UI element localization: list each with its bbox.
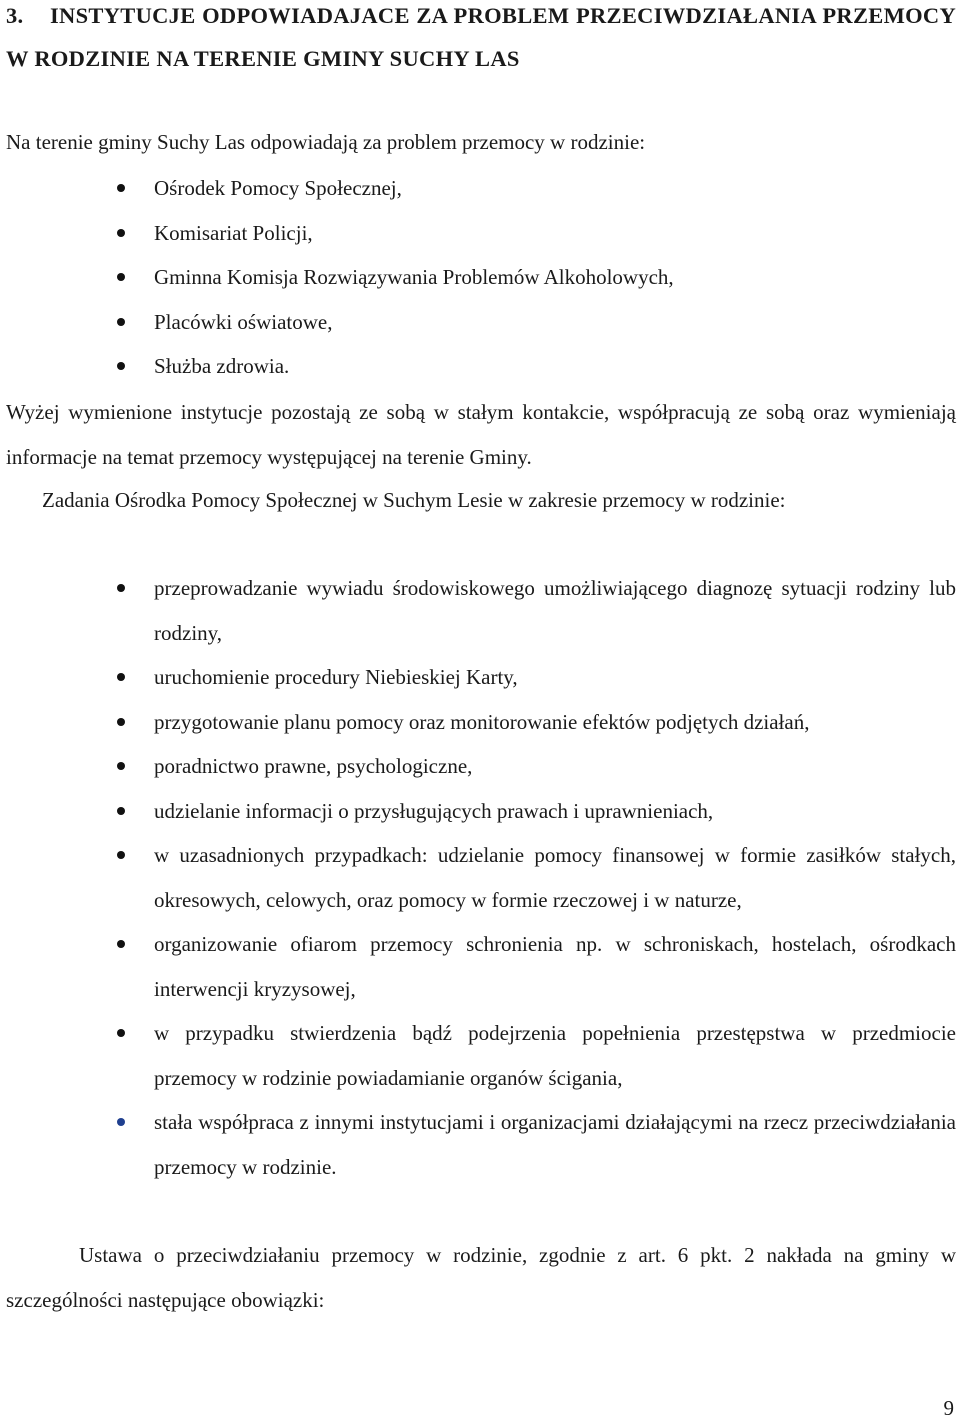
bullet-icon xyxy=(117,762,125,770)
list-item xyxy=(0,1100,956,1189)
section-number: 3. xyxy=(6,3,24,28)
list-item xyxy=(0,833,956,922)
list-item-text: w przypadku stwierdzenia bądź podejrzenia popełnienia przestępstwa w przedmiocie przemocy w rodzinie powiadamianie organów ścigania, xyxy=(154,1021,956,1090)
bullet-icon xyxy=(117,807,125,815)
list-item xyxy=(0,300,956,345)
bullet-icon xyxy=(117,318,125,326)
intro-paragraph: Na terenie gminy Suchy Las odpowiadają za problem przemocy w rodzinie: xyxy=(6,130,646,154)
bullet-icon xyxy=(117,718,125,726)
list-item xyxy=(0,922,956,1011)
bullet-icon xyxy=(117,673,125,681)
tasks-intro-paragraph: Zadania Ośrodka Pomocy Społecznej w Suchym Lesie w zakresie przemocy w rodzinie: xyxy=(42,488,786,512)
bullet-icon xyxy=(117,362,125,370)
list-item-text: stała współpraca z innymi instytucjami i organizacjami działającymi na rzecz przeciwdziałania przemocy w rodzinie. xyxy=(154,1110,956,1179)
list-item-text: organizowanie ofiarom przemocy schronienia np. w schroniskach, hostelach, ośrodkach interwencji kryzysowej, xyxy=(154,932,956,1001)
list-item xyxy=(0,655,956,700)
list-item-text: udzielanie informacji o przysługujących prawach i uprawnieniach, xyxy=(154,798,714,823)
section-heading xyxy=(6,0,956,80)
bullet-icon xyxy=(117,940,125,948)
list-item-text: poradnictwo prawne, psychologiczne, xyxy=(154,754,473,778)
list-item-text: w uzasadnionych przypadkach: udzielanie pomocy finansowej w formie zasiłków stałych, okresowych, celowych, oraz pomocy w formie rzeczowej i w naturze, xyxy=(154,843,956,912)
page-number: 9 xyxy=(943,1396,954,1420)
list-item xyxy=(0,700,956,745)
list-item-text: Komisariat Policji, xyxy=(154,220,313,245)
list-item-text: Ośrodek Pomocy Społecznej, xyxy=(154,176,402,200)
list-item xyxy=(0,344,956,389)
list-item-text: Służba zdrowia. xyxy=(154,354,290,378)
list-item xyxy=(0,211,956,256)
bullet-icon xyxy=(117,584,125,592)
bullet-icon xyxy=(117,229,125,237)
list-item-text: Gminna Komisja Rozwiązywania Problemów Alkoholowych, xyxy=(154,265,674,289)
list-item xyxy=(0,744,956,789)
list-item-text: Placówki oświatowe, xyxy=(154,309,333,334)
section-title: INSTYTUCJE ODPOWIADAJACE ZA PROBLEM PRZECIWDZIAŁANIA PRZEMOCY W RODZINIE NA TERENIE GMINY SUCHY LAS xyxy=(6,3,956,71)
law-paragraph: Ustawa o przeciwdziałaniu przemocy w rodzinie, zgodnie z art. 6 pkt. 2 nakłada na gminy w szczególności następujące obowiązki: xyxy=(6,1243,956,1312)
list-item xyxy=(0,789,956,834)
list-item xyxy=(0,166,956,211)
list-item xyxy=(0,255,956,300)
list-item-text: uruchomienie procedury Niebieskiej Karty, xyxy=(154,665,518,689)
tasks-list xyxy=(0,566,956,1189)
bullet-icon xyxy=(117,1029,125,1037)
list-item-text: przeprowadzanie wywiadu środowiskowego umożliwiającego diagnozę sytuacji rodziny lub rodziny, xyxy=(154,576,956,645)
list-item-text: przygotowanie planu pomocy oraz monitorowanie efektów podjętych działań, xyxy=(154,709,810,734)
list-item xyxy=(0,1011,956,1100)
cooperation-paragraph: Wyżej wymienione instytucje pozostają ze sobą w stałym kontakcie, współpracują ze sobą oraz wymieniają informacje na temat przemocy występującej na terenie Gminy. xyxy=(6,400,956,469)
bullet-icon xyxy=(117,184,125,192)
bullet-icon xyxy=(117,1118,125,1126)
list-item xyxy=(0,566,956,655)
bullet-icon xyxy=(117,851,125,859)
bullet-icon xyxy=(117,273,125,281)
institutions-list xyxy=(0,166,956,389)
